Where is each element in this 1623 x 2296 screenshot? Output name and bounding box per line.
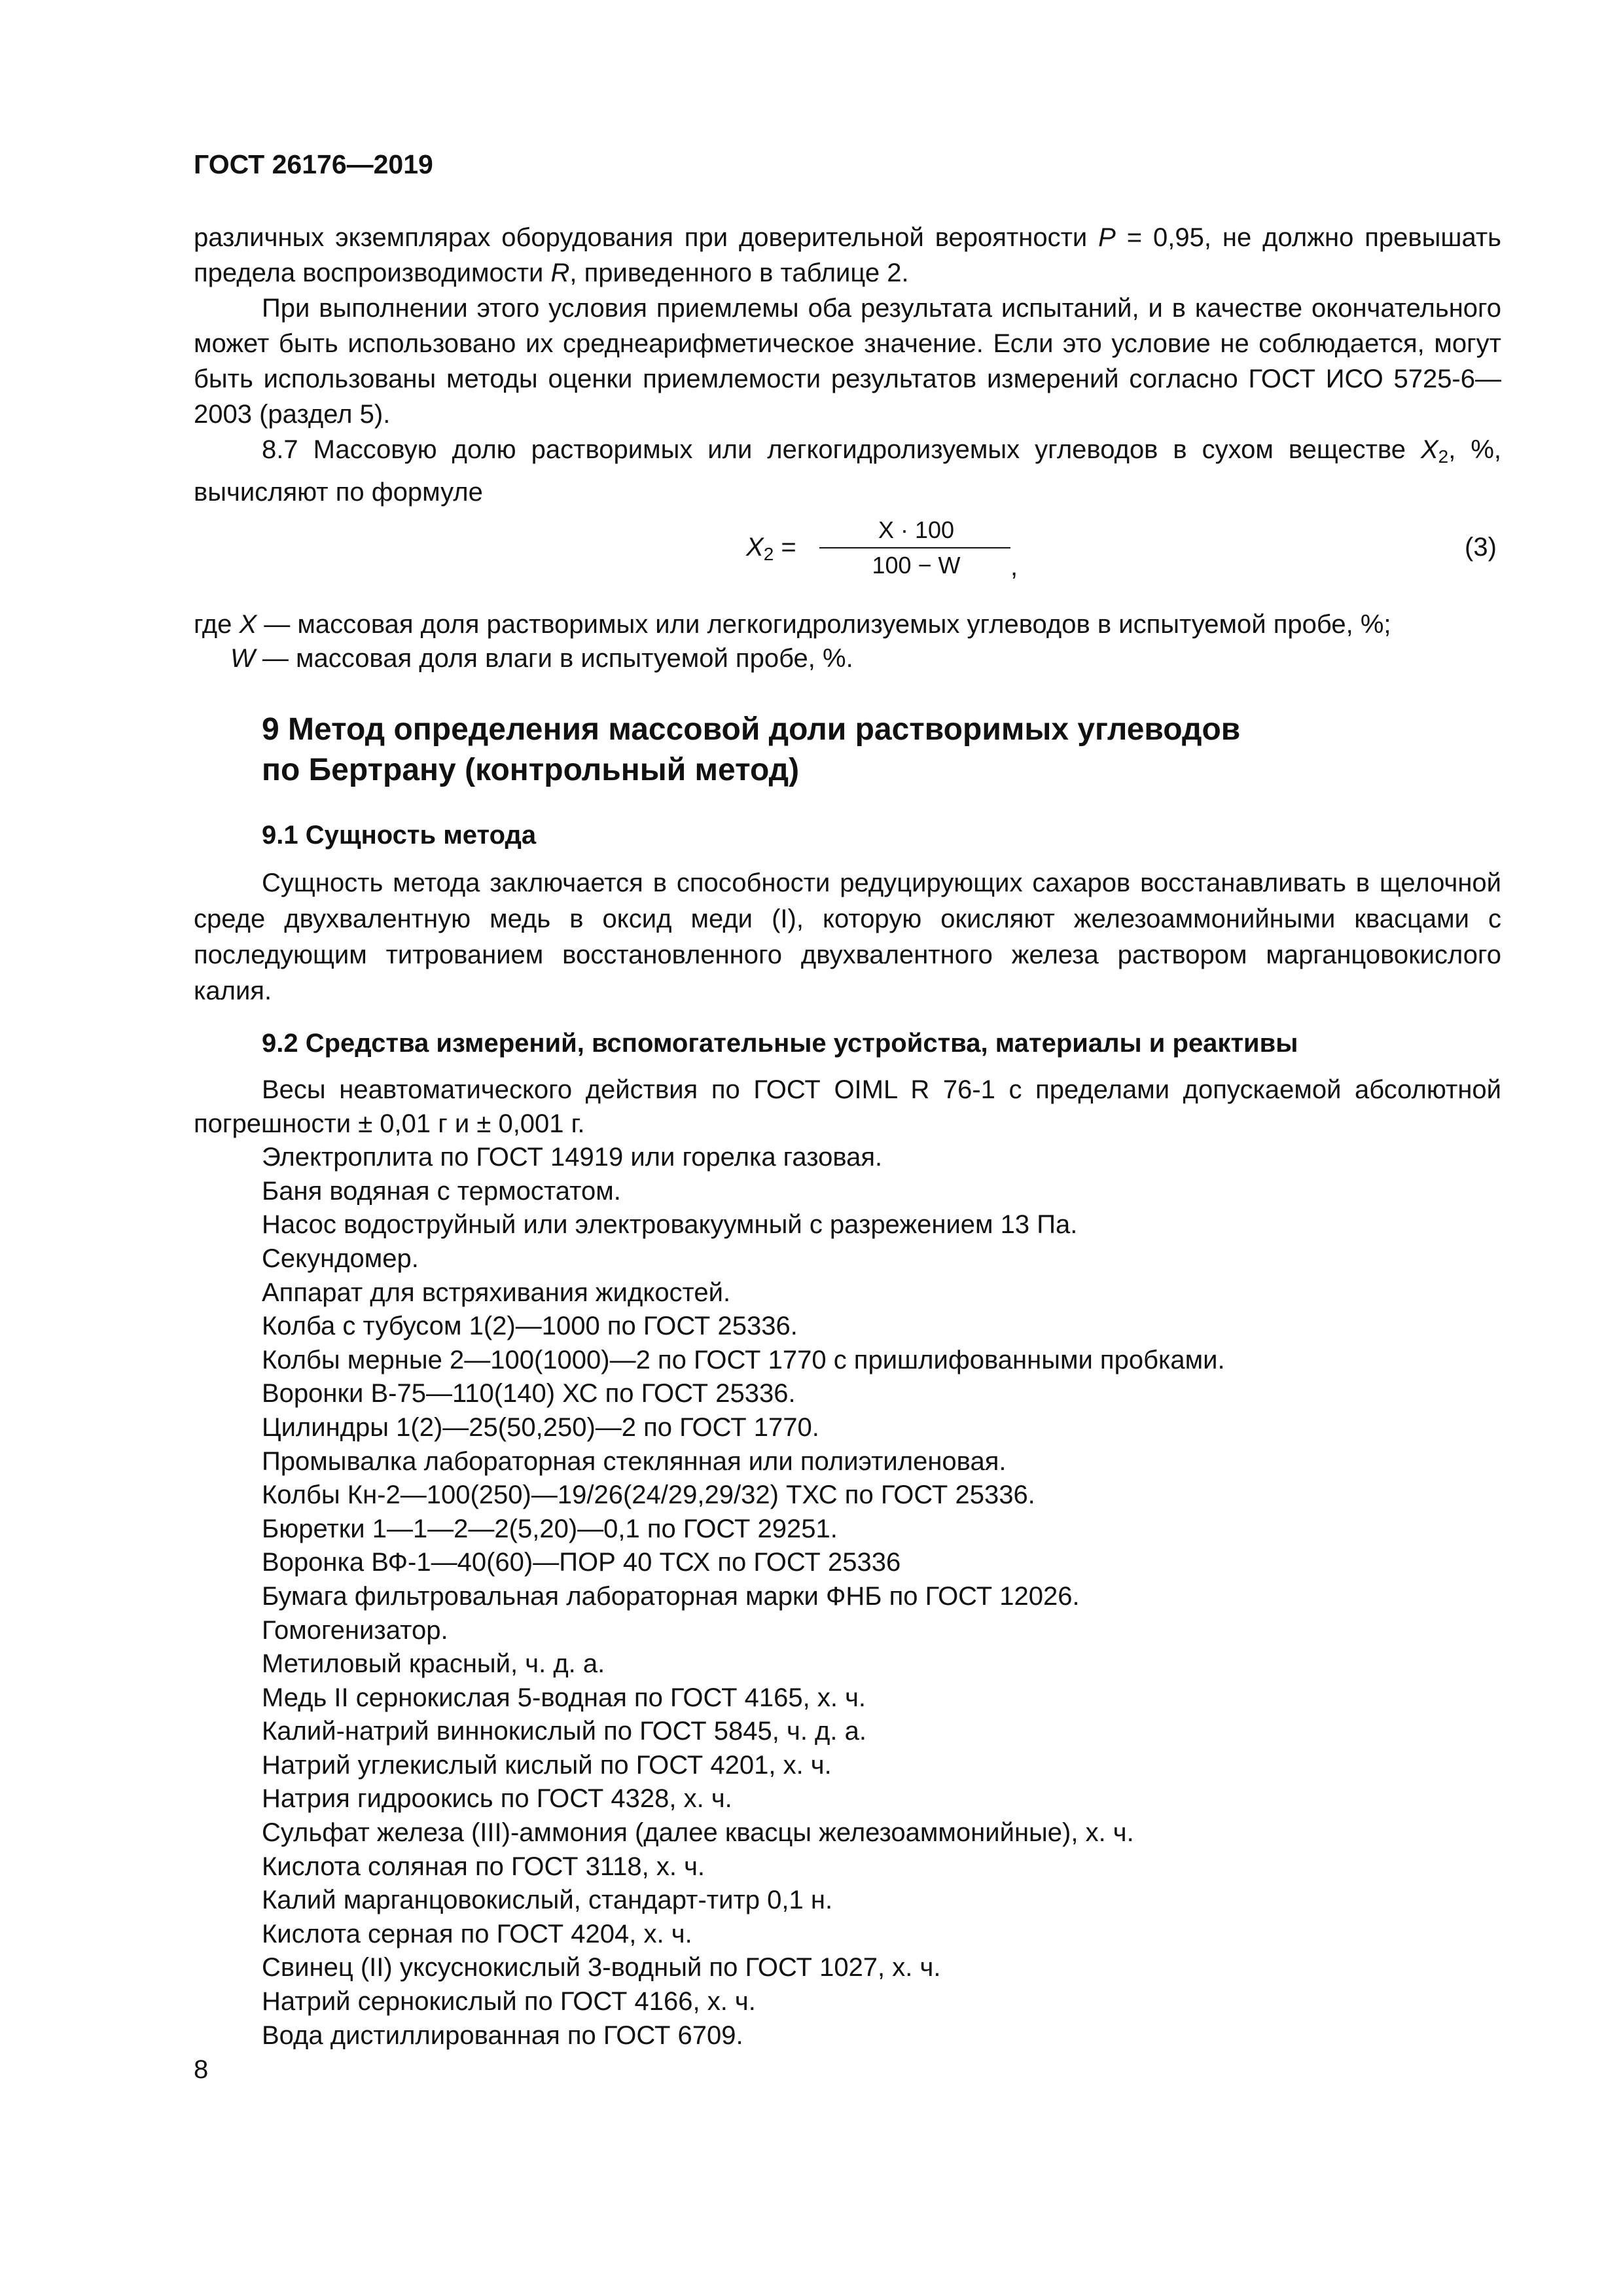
list-item: Цилиндры 1(2)—25(50,250)—2 по ГОСТ 1770.	[262, 1412, 819, 1442]
list-item: Секундомер.	[262, 1244, 419, 1273]
list-item: Воронки В-75—110(140) ХС по ГОСТ 25336.	[262, 1379, 796, 1408]
list-item: Баня водяная с термостатом.	[262, 1176, 621, 1206]
list-item: Колбы мерные 2—100(1000)—2 по ГОСТ 1770 с пришлифованными пробками.	[262, 1345, 1225, 1374]
list-item: Бюретки 1—1—2—2(5,20)—0,1 по ГОСТ 29251.	[262, 1514, 838, 1543]
list-item: Колба с тубусом 1(2)—1000 по ГОСТ 25336.	[262, 1312, 798, 1341]
list-item: Кислота соляная по ГОСТ 3118, х. ч.	[262, 1852, 705, 1881]
list-item: Бумага фильтровальная лабораторная марки ФНБ по ГОСТ 12026.	[262, 1581, 1080, 1611]
formula-numerator: X · 100	[878, 516, 955, 543]
list-item: Гомогенизатор.	[262, 1615, 448, 1645]
paragraph-8-7: 8.7 Массовую долю растворимых или легкогидролизуемых углеводов в сухом веществе $X_2$, %, вычисляют по формуле	[194, 435, 1501, 507]
list-item: Сульфат железа (III)-аммония (далее квасцы железоаммонийные), х. ч.	[262, 1818, 1134, 1848]
intro-text	[194, 220, 1501, 510]
paragraph-acceptance: При выполнении этого условия приемлемы оба результата испытаний, и в качестве окончательного может быть использовано их среднеарифметическое значение. Если это условие не соблюдается, могут быть использованы методы оценки приемлемости результатов измерений согласно ГОСТ ИСО 5725-6—2003 (раздел 5).	[194, 294, 1501, 429]
list-item: Вода дистиллированная по ГОСТ 6709.	[262, 2020, 743, 2050]
list-item: Натрий углекислый кислый по ГОСТ 4201, х. ч.	[262, 1750, 832, 1780]
list-item: Воронка ВФ-1—40(60)—ПОР 40 ТСХ по ГОСТ 25336	[262, 1548, 901, 1577]
legend-x: где X — массовая доля растворимых или легкогидролизуемых углеводов в испытуемой пробе, %;	[194, 610, 1391, 639]
formula-denominator: 100 − W	[872, 552, 961, 579]
paragraph-reproducibility: различных экземплярах оборудования при доверительной вероятности P = 0,95, не должно превышать предела воспроизводимости R, приведенного в таблице 2.	[194, 223, 1501, 287]
list-item: Электроплита по ГОСТ 14919 или горелка газовая.	[262, 1143, 883, 1172]
subsection-9-2-heading: 9.2 Средства измерений, вспомогательные устройства, материалы и реактивы	[262, 1029, 1298, 1058]
list-item: Калий-натрий виннокислый по ГОСТ 5845, ч. д. а.	[262, 1717, 866, 1746]
list-item: Аппарат для встряхивания жидкостей.	[262, 1278, 731, 1307]
list-item: Метиловый красный, ч. д. а.	[262, 1649, 605, 1679]
list-item: Медь II сернокислая 5-водная по ГОСТ 4165, х. ч.	[262, 1683, 866, 1712]
equation-number: (3)	[1465, 533, 1497, 562]
formula-fraction	[817, 514, 1016, 581]
formula-comma: ,	[1010, 552, 1018, 581]
list-item: Натрий сернокислый по ГОСТ 4166, х. ч.	[262, 1987, 756, 2017]
subsection-9-1-heading: 9.1 Сущность метода	[262, 821, 537, 850]
formula-lhs: $X_2$ =	[746, 533, 796, 564]
fraction-bar	[819, 547, 1010, 548]
list-item: Натрия гидроокись по ГОСТ 4328, х. ч.	[262, 1784, 732, 1814]
formula-legend	[194, 607, 1391, 675]
list-item: Свинец (II) уксуснокислый 3-водный по ГОСТ 1027, х. ч.	[262, 1953, 941, 1982]
equipment-list	[194, 1073, 1501, 2053]
legend-w: W — массовая доля влаги в испытуемой пробе, %.	[230, 644, 853, 673]
section-9-title: 9 Метод определения массовой доли растворимых углеводов по Бертрану (контрольный метод)	[262, 712, 1241, 787]
list-item: Весы неавтоматического действия по ГОСТ OIML R 76-1 с пределами допускаемой абсолютной погрешности ± 0,01 г и ± 0,001 г.	[194, 1075, 1501, 1138]
document-code-header: ГОСТ 26176—2019	[194, 149, 433, 179]
list-item: Калий марганцовокислый, стандарт-титр 0,1 н.	[262, 1886, 833, 1915]
list-item: Кислота серная по ГОСТ 4204, х. ч.	[262, 1919, 692, 1948]
page-number: 8	[194, 2055, 209, 2084]
subsection-9-1-text: Сущность метода заключается в способности редуцирующих сахаров восстанавливать в щелочной среде двухвалентную медь в оксид меди (I), которую окисляют железоаммонийными квасцами с последующим титрованием восстановленного двухвалентного железа раствором марганцовокислого калия.	[194, 869, 1501, 1005]
list-item: Колбы Кн-2—100(250)—19/26(24/29,29/32) ТХС по ГОСТ 25336.	[262, 1480, 1035, 1510]
list-item: Промывалка лабораторная стеклянная или полиэтиленовая.	[262, 1446, 1007, 1476]
list-item: Насос водоструйный или электровакуумный с разрежением 13 Па.	[262, 1210, 1078, 1240]
